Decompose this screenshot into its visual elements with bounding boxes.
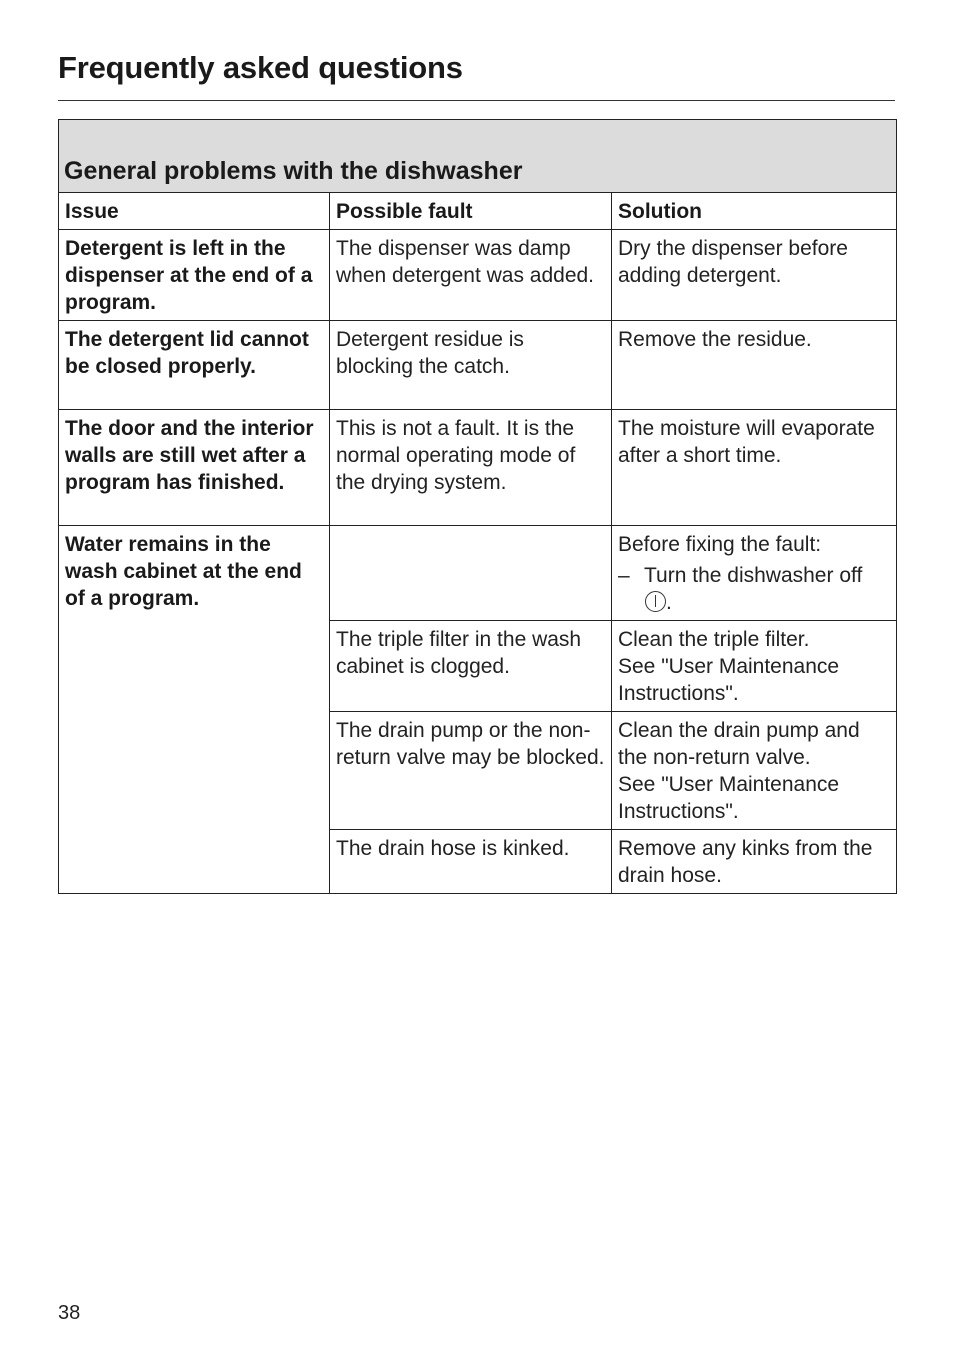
- step-item: [618, 562, 890, 616]
- fault-cell-empty: [330, 526, 612, 621]
- column-header-issue: Issue: [59, 193, 330, 230]
- table-row: [59, 410, 897, 526]
- column-header-fault: Possible fault: [330, 193, 612, 230]
- solution-cell: [612, 526, 897, 621]
- issue-cell: Water remains in the wash cabinet at the end of a program.: [59, 526, 330, 894]
- faq-table: [58, 119, 897, 894]
- solution-cell: Remove the residue.: [612, 321, 897, 410]
- solution-line: See "User Maintenance Instructions".: [618, 655, 840, 705]
- page-number: 38: [58, 1302, 81, 1324]
- section-header-row: [59, 120, 897, 193]
- section-header: [59, 120, 897, 193]
- table-row: [59, 230, 897, 321]
- table-row: [59, 321, 897, 410]
- fault-cell: Detergent residue is blocking the catch.: [330, 321, 612, 410]
- section-title: General problems with the dishwasher: [64, 157, 523, 185]
- fault-cell: The drain pump or the non-return valve may be blocked.: [330, 712, 612, 830]
- issue-cell: Detergent is left in the dispenser at the end of a program.: [59, 230, 330, 321]
- dash-bullet: –: [618, 564, 630, 587]
- column-header-row: [59, 193, 897, 230]
- solution-cell: The moisture will evaporate after a short time.: [612, 410, 897, 526]
- solution-cell: [612, 830, 897, 894]
- fault-cell: This is not a fault. It is the normal operating mode of the drying system.: [330, 410, 612, 526]
- solution-line: Clean the drain pump and the non-return valve.: [618, 719, 860, 769]
- power-off-icon: [645, 591, 666, 612]
- fault-cell: The triple filter in the wash cabinet is clogged.: [330, 621, 612, 712]
- solution-intro: Before fixing the fault:: [618, 533, 822, 556]
- solution-line: Remove any kinks from the drain hose.: [618, 837, 873, 887]
- step-end: .: [666, 591, 672, 614]
- page-title: Frequently asked questions: [58, 50, 463, 85]
- fault-cell: The drain hose is kinked.: [330, 830, 612, 894]
- table-row: [59, 526, 897, 621]
- solution-cell: [612, 712, 897, 830]
- solution-line: Clean the triple filter.: [618, 628, 810, 651]
- solution-cell: [612, 621, 897, 712]
- solution-line: See "User Maintenance Instructions".: [618, 773, 840, 823]
- solution-cell: Dry the dispenser before adding detergent.: [612, 230, 897, 321]
- title-divider: [58, 100, 895, 101]
- issue-cell: The door and the interior walls are still wet after a program has finished.: [59, 410, 330, 526]
- step-text: Turn the dishwasher off: [644, 564, 863, 587]
- fault-cell: The dispenser was damp when detergent was added.: [330, 230, 612, 321]
- step-text-wrap: [644, 562, 890, 616]
- column-header-solution: Solution: [612, 193, 897, 230]
- issue-cell: The detergent lid cannot be closed properly.: [59, 321, 330, 410]
